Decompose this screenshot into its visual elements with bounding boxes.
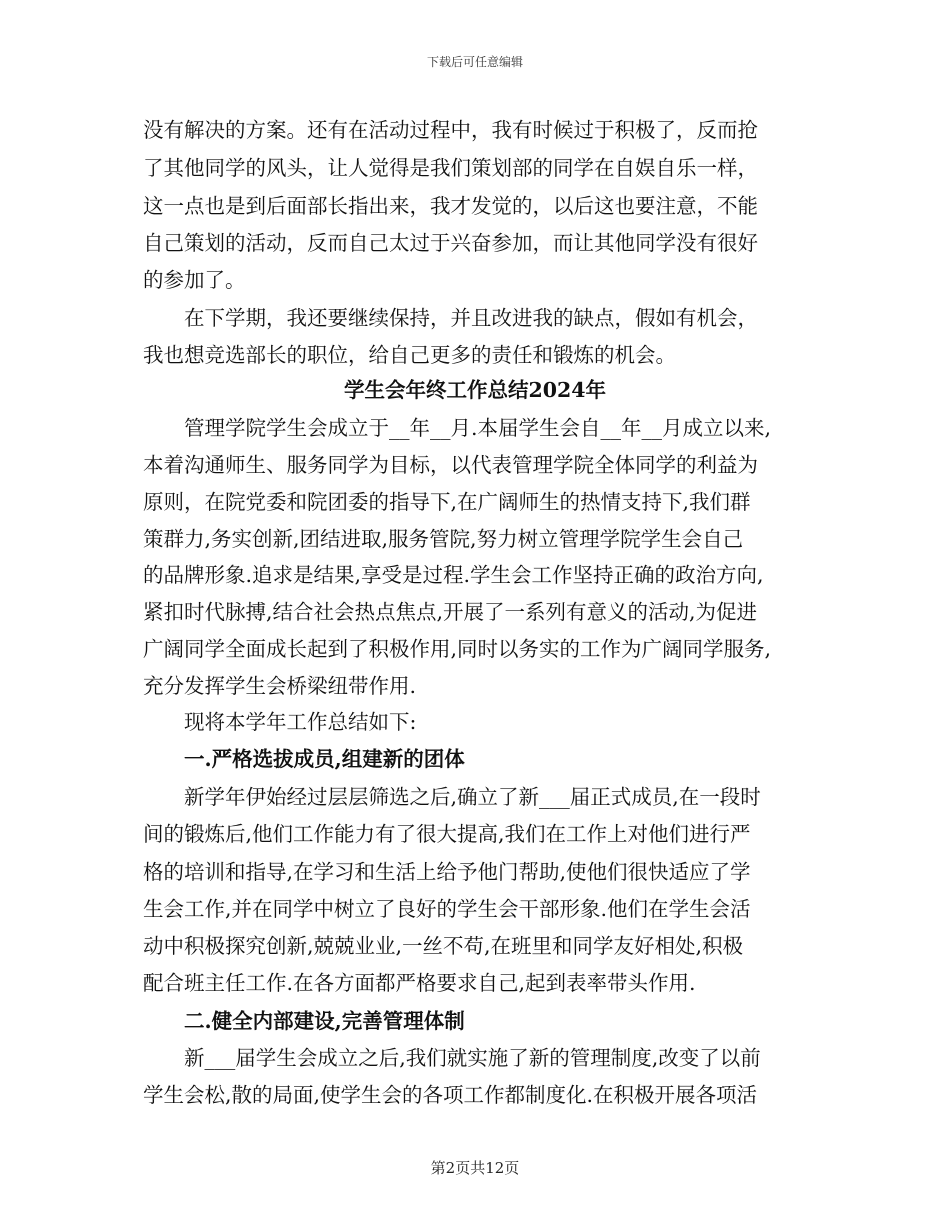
paragraph-line: 了其他同学的风头，让人觉得是我们策划部的同学在自娱自乐一样， xyxy=(143,156,758,180)
paragraph-line: 广阔同学全面成长起到了积极作用,同时以务实的工作为广阔同学服务, xyxy=(143,637,772,661)
section-title: 学生会年终工作总结2024年 xyxy=(343,378,607,402)
paragraph-line: 在下学期，我还要继续保持，并且改进我的缺点，假如有机会， xyxy=(184,306,758,330)
paragraph-line: 策群力,务实创新,团结进取,服务管院,努力树立管理学院学生会自己 xyxy=(143,527,744,551)
paragraph-line: 间的锻炼后,他们工作能力有了很大提高,我们在工作上对他们进行严 xyxy=(143,822,751,846)
section-heading: 一.严格选拔成员,组建新的团体 xyxy=(184,747,465,771)
page-header: 下载后可任意编辑 xyxy=(426,55,523,69)
paragraph-line: 格的培训和指导,在学习和生活上给予他门帮助,使他们很快适应了学 xyxy=(143,860,751,884)
paragraph-line: 配合班主任工作.在各方面都严格要求自己,起到表率带头作用. xyxy=(143,971,696,995)
paragraph-line: 没有解决的方案。还有在活动过程中，我有时候过于积极了，反而抢 xyxy=(143,118,758,142)
paragraph-line: 的参加了。 xyxy=(143,268,246,292)
paragraph-line: 新学年伊始经过层层筛选之后,确立了新___届正式成员,在一段时 xyxy=(184,785,761,809)
paragraph-line: 生会工作,并在同学中树立了良好的学生会干部形象.他们在学生会活 xyxy=(143,897,751,921)
paragraph-line: 本着沟通师生、服务同学为目标，以代表管理学院全体同学的利益为 xyxy=(143,453,758,477)
paragraph-line: 的品牌形象.追求是结果,享受是过程.学生会工作坚持正确的政治方向, xyxy=(143,563,764,587)
paragraph-line: 学生会松,散的局面,使学生会的各项工作都制度化.在积极开展各项活 xyxy=(143,1083,758,1107)
paragraph-line: 新___届学生会成立之后,我们就实施了新的管理制度,改变了以前 xyxy=(184,1046,761,1070)
paragraph-line: 我也想竞选部长的职位，给自己更多的责任和锻炼的机会。 xyxy=(143,343,676,367)
paragraph-line: 自己策划的活动，反而自己太过于兴奋参加，而让其他同学没有很好 xyxy=(143,231,758,255)
paragraph-line: 这一点也是到后面部长指出来，我才发觉的，以后这也要注意，不能 xyxy=(143,194,758,218)
paragraph-line: 充分发挥学生会桥梁纽带作用. xyxy=(143,674,417,698)
paragraph-line: 动中积极探究创新,兢兢业业,一丝不苟,在班里和同学友好相处,积极 xyxy=(143,934,744,958)
section-heading: 二.健全内部建设,完善管理体制 xyxy=(184,1009,465,1033)
paragraph-line: 原则，在院党委和院团委的指导下,在广阔师生的热情支持下,我们群 xyxy=(143,490,751,514)
paragraph-line: 管理学院学生会成立于__年__月.本届学生会自__年__月成立以来, xyxy=(184,416,772,440)
paragraph-line: 紧扣时代脉搏,结合社会热点焦点,开展了一系列有意义的活动,为促进 xyxy=(143,600,758,624)
page-footer: 第2页共12页 xyxy=(430,1159,520,1177)
paragraph-line: 现将本学年工作总结如下: xyxy=(184,710,417,734)
